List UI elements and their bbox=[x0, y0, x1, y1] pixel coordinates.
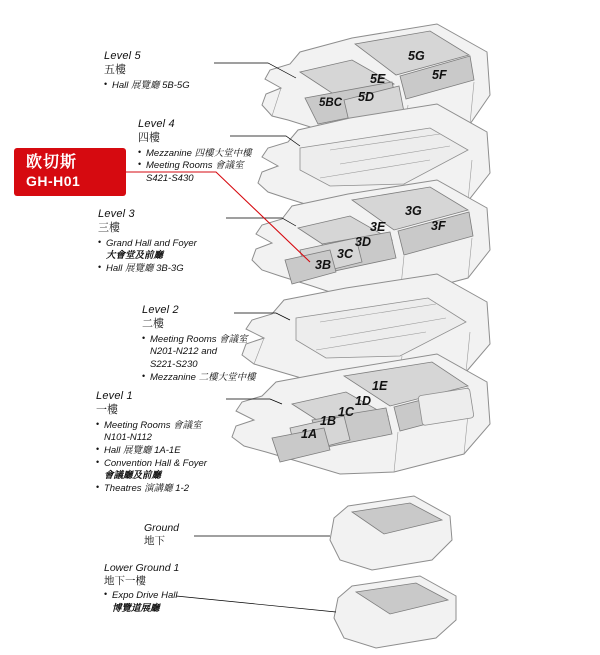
level-2-item: • Mezzanine 二樓大堂中樓 bbox=[142, 372, 256, 384]
ground-title-cn: 地下 bbox=[144, 535, 165, 548]
hall-label-1c[interactable]: 1C bbox=[338, 405, 354, 419]
exhibitor-callout-badge[interactable] bbox=[14, 148, 126, 196]
lower-ground-info bbox=[104, 562, 179, 615]
level-1-item: • Meeting Rooms 會議室 bbox=[96, 420, 207, 432]
level-1-items bbox=[96, 420, 207, 494]
callout-booth-number: GH-H01 bbox=[26, 173, 81, 190]
level-3-item: • Grand Hall and Foyer bbox=[98, 238, 197, 250]
level-5-info bbox=[104, 50, 190, 91]
level-3-title: Level 3 bbox=[98, 208, 135, 220]
level-2-title: Level 2 bbox=[142, 304, 179, 316]
lower-ground-floor bbox=[334, 576, 456, 648]
level-4-item: S421-S430 bbox=[146, 172, 194, 184]
hall-label-1b[interactable]: 1B bbox=[320, 414, 336, 428]
hall-label-5f[interactable]: 5F bbox=[432, 68, 447, 82]
level-1-item: 會議廳及前廳 bbox=[104, 470, 162, 482]
hall-label-1e[interactable]: 1E bbox=[372, 379, 388, 393]
level-2-info bbox=[142, 304, 256, 383]
ground-floor bbox=[330, 496, 452, 570]
lower-ground-items bbox=[104, 590, 179, 615]
hall-label-3b[interactable]: 3B bbox=[315, 258, 331, 272]
level-1-title: Level 1 bbox=[96, 390, 133, 402]
lower-ground-title-cn: 地下一樓 bbox=[104, 575, 146, 588]
hall-label-3e[interactable]: 3E bbox=[370, 220, 386, 234]
level-5-item: • Hall 展覽廳 5B-5G bbox=[104, 80, 190, 92]
hall-label-5bc[interactable]: 5BC bbox=[319, 97, 343, 109]
hall-label-5e[interactable]: 5E bbox=[370, 72, 386, 86]
level-1-floor bbox=[232, 354, 490, 474]
level-4-items bbox=[138, 148, 252, 185]
level-1-item: • Convention Hall & Foyer bbox=[96, 458, 207, 470]
level-5-items bbox=[104, 80, 190, 92]
level-2-items bbox=[142, 334, 256, 383]
level-4-title: Level 4 bbox=[138, 118, 175, 130]
hall-label-1d[interactable]: 1D bbox=[355, 394, 371, 408]
level-2-item: S221-S230 bbox=[150, 358, 198, 370]
level-3-info bbox=[98, 208, 197, 275]
level-1-info bbox=[96, 390, 207, 494]
level-1-title-cn: 一樓 bbox=[96, 404, 118, 417]
hall-label-3g[interactable]: 3G bbox=[405, 204, 422, 218]
hall-label-3d[interactable]: 3D bbox=[355, 235, 371, 249]
level-3-title-cn: 三樓 bbox=[98, 222, 120, 235]
ground-info bbox=[144, 522, 179, 548]
level-2-item: • Meeting Rooms 會議室 bbox=[142, 334, 256, 346]
callout-company-name: 欧切斯 bbox=[26, 154, 78, 172]
level-2-item: N201-N212 and bbox=[150, 346, 218, 358]
hall-label-5d[interactable]: 5D bbox=[358, 90, 374, 104]
hall-label-1a[interactable]: 1A bbox=[301, 427, 317, 441]
hall-label-5g[interactable]: 5G bbox=[408, 49, 425, 63]
level-3-item: 大會堂及前廳 bbox=[106, 250, 164, 262]
lower-ground-item: 博覽道展廳 bbox=[112, 603, 160, 615]
level-2-title-cn: 二樓 bbox=[142, 318, 164, 331]
level-1-item: N101-N112 bbox=[104, 432, 152, 444]
level-3-items bbox=[98, 238, 197, 275]
level-1-item: • Hall 展覽廳 1A-1E bbox=[96, 445, 207, 457]
level-4-item: • Mezzanine 四樓大堂中樓 bbox=[138, 148, 252, 160]
lower-ground-item: • Expo Drive Hall bbox=[104, 590, 179, 602]
level-3-item: • Hall 展覽廳 3B-3G bbox=[98, 263, 197, 275]
level-4-title-cn: 四樓 bbox=[138, 132, 160, 145]
ground-title: Ground bbox=[144, 522, 180, 534]
level-4-info bbox=[138, 118, 252, 185]
level-5-title-cn: 五樓 bbox=[104, 64, 126, 77]
hall-label-3f[interactable]: 3F bbox=[431, 219, 446, 233]
hall-label-3c[interactable]: 3C bbox=[337, 247, 353, 261]
level-1-item: • Theatres 演講廳 1-2 bbox=[96, 483, 207, 495]
level-4-item: • Meeting Rooms 會議室 bbox=[138, 160, 252, 172]
lower-ground-title: Lower Ground 1 bbox=[104, 562, 180, 574]
level-5-title: Level 5 bbox=[104, 50, 141, 62]
